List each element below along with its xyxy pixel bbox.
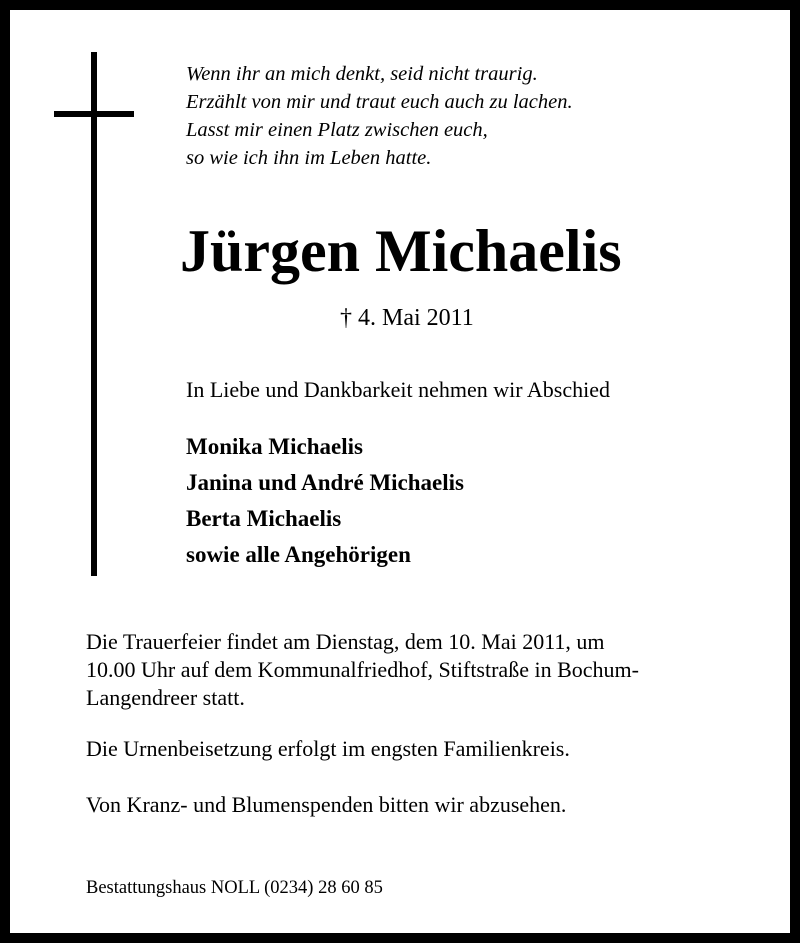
service-line: 10.00 Uhr auf dem Kommunalfriedhof, Stiftstraße in Bochum- (86, 657, 639, 682)
cross-icon-bar (54, 111, 134, 117)
mourner-name: Janina und André Michaelis (186, 470, 464, 495)
poem-line: so wie ich ihn im Leben hatte. (186, 147, 432, 169)
poem-line: Wenn ihr an mich denkt, seid nicht traurig. (186, 63, 538, 85)
obituary-notice (10, 10, 790, 933)
farewell-text: In Liebe und Dankbarkeit nehmen wir Abschied (186, 377, 610, 402)
service-line: Langendreer statt. (86, 685, 245, 710)
mourner-name: Monika Michaelis (186, 434, 363, 459)
poem-line: Lasst mir einen Platz zwischen euch, (186, 119, 488, 141)
memorial-poem (186, 60, 573, 172)
urn-burial-note: Die Urnenbeisetzung erfolgt im engsten Familienkreis. (86, 736, 570, 761)
deceased-name: Jürgen Michaelis (180, 218, 622, 284)
poem-line: Erzählt von mir und traut euch auch zu lachen. (186, 91, 573, 113)
death-date: † 4. Mai 2011 (340, 305, 474, 331)
cross-icon (91, 52, 97, 576)
mourners-list (186, 429, 464, 573)
mourner-name: Berta Michaelis (186, 506, 342, 531)
service-details (86, 628, 746, 712)
mourner-name: sowie alle Angehörigen (186, 542, 411, 567)
funeral-home-contact: Bestattungshaus NOLL (0234) 28 60 85 (86, 878, 383, 898)
flowers-note: Von Kranz- und Blumenspenden bitten wir abzusehen. (86, 792, 567, 817)
service-line: Die Trauerfeier findet am Dienstag, dem 10. Mai 2011, um (86, 629, 605, 654)
